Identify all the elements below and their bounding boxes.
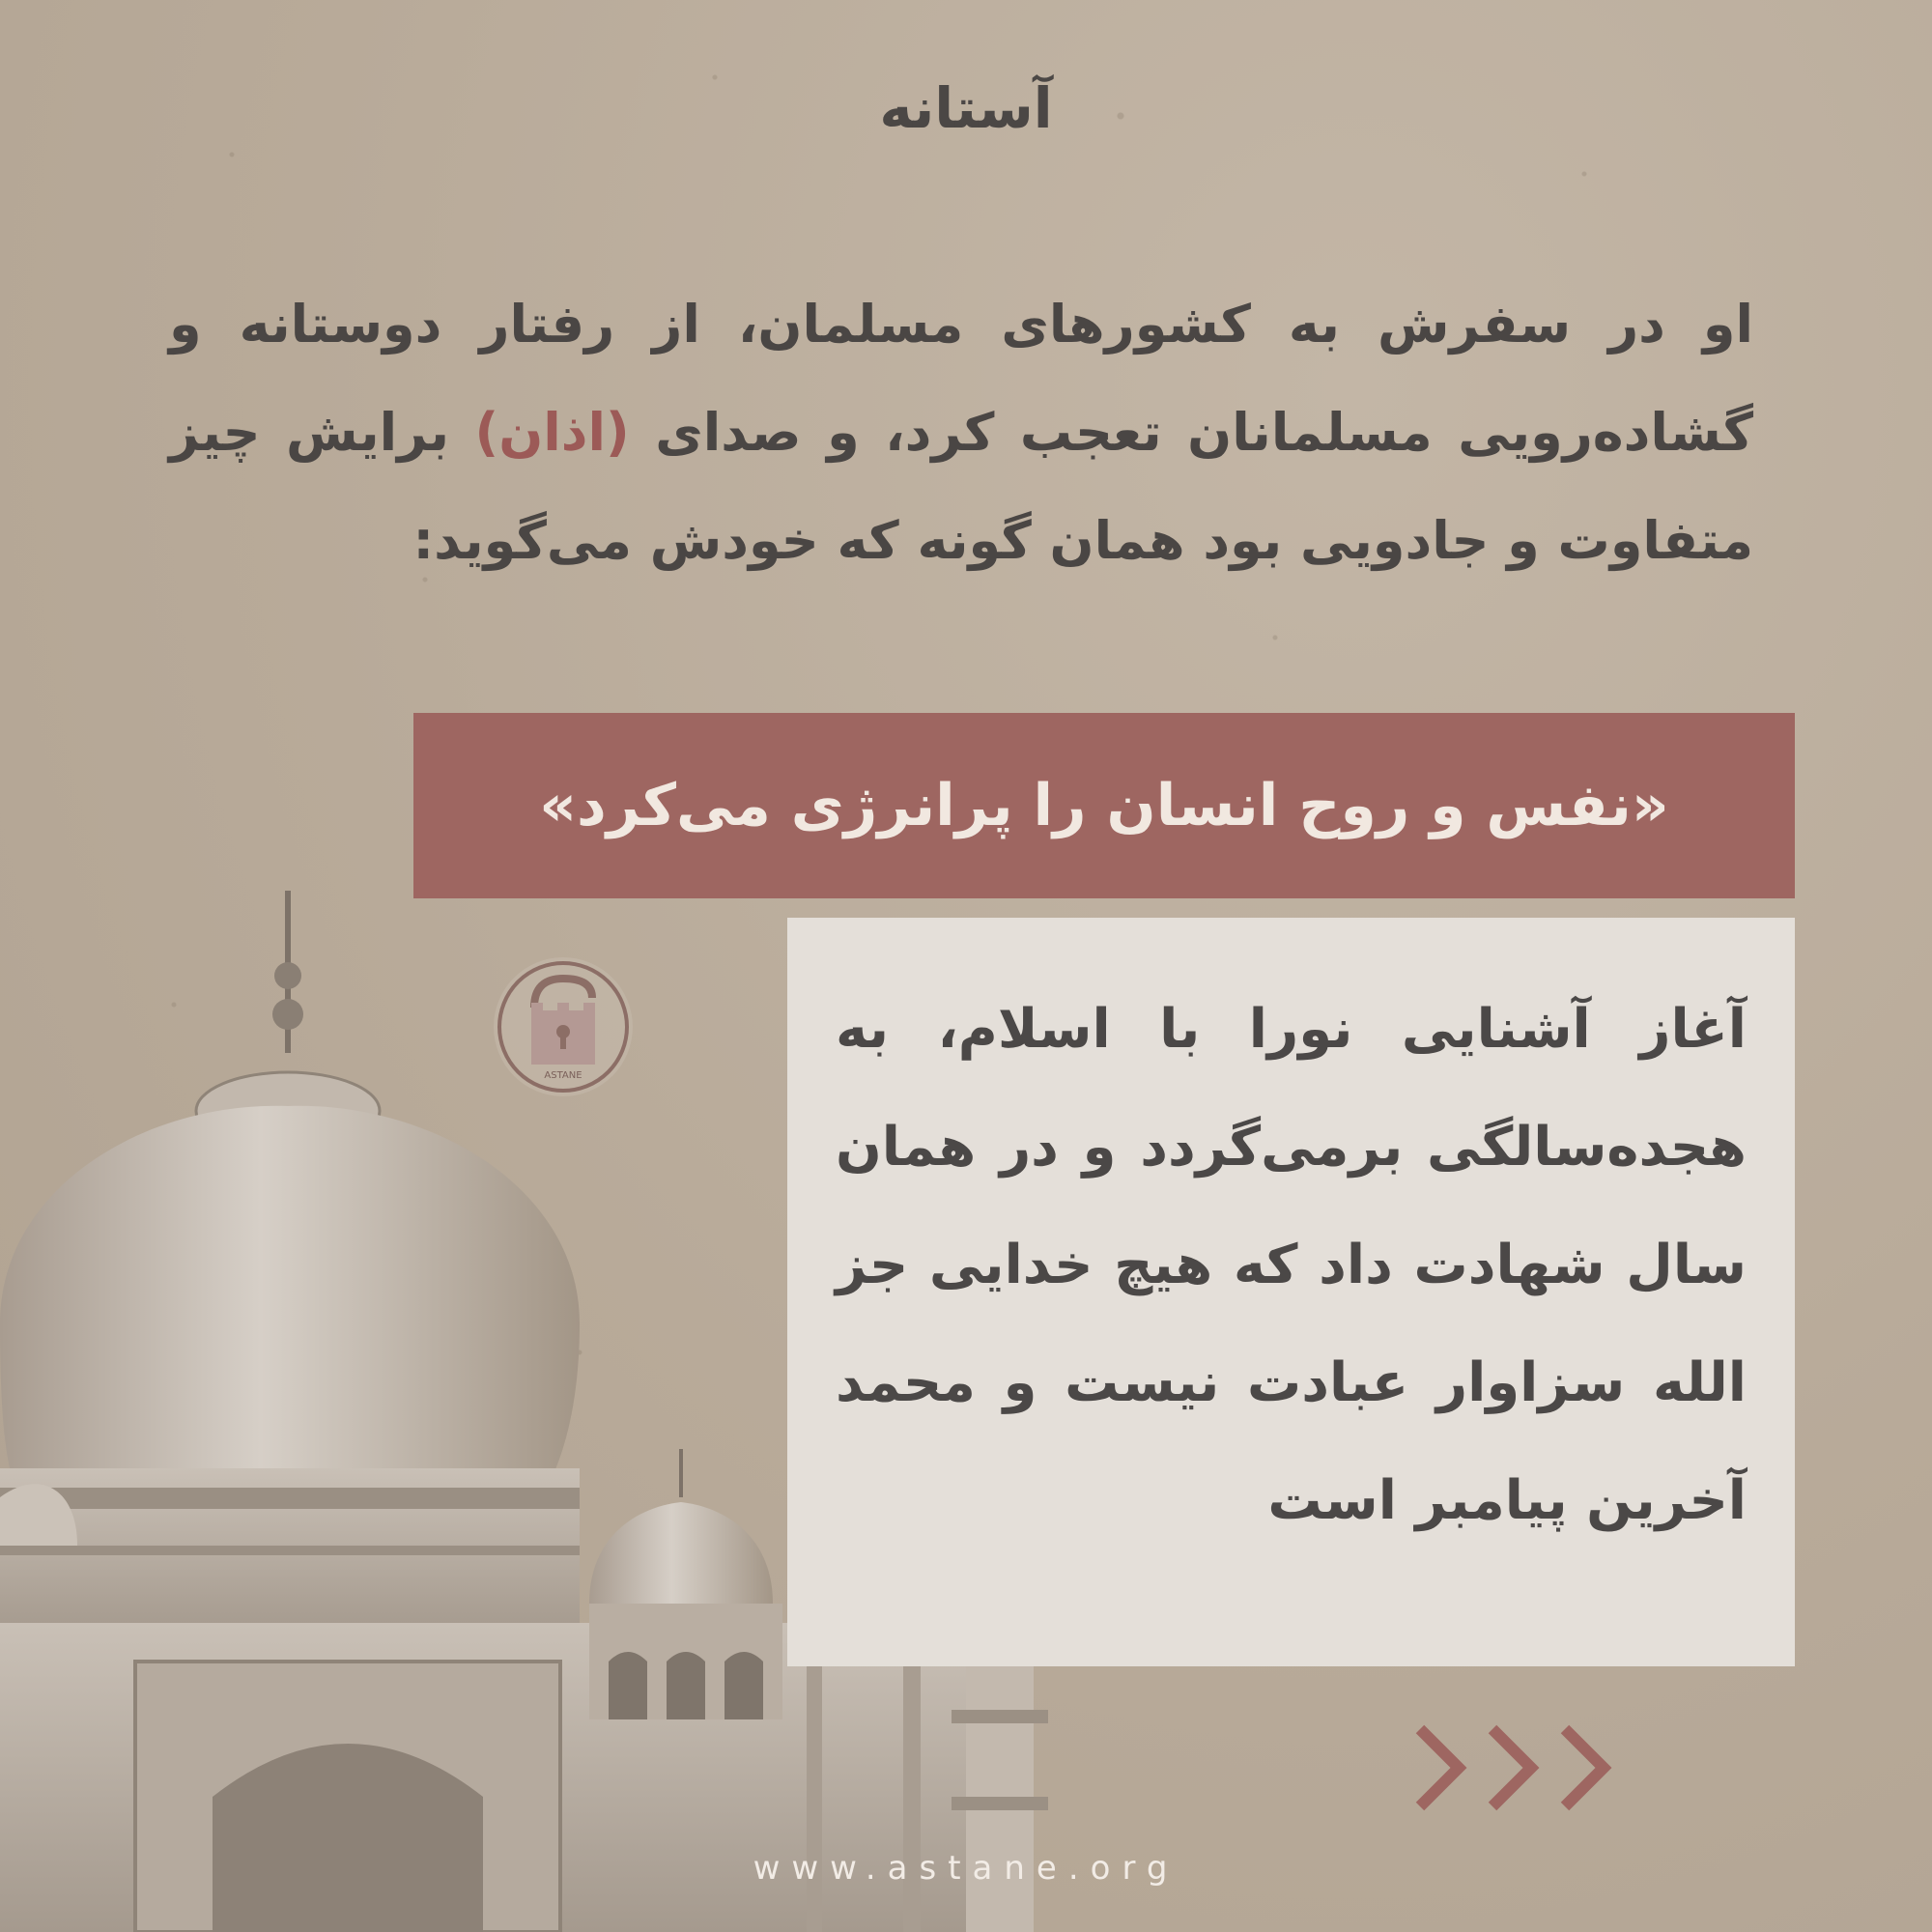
intro-text-end: برایش چیز متفاوت و جادویی بود همان گونه که خودش می‌گوید: [169,402,1753,571]
intro-paragraph [169,270,1753,595]
logo-label: ASTANE [544,1070,582,1081]
intro-text-start: او در سفرش به کشورهای مسلمان، از رفتار دوستانه و گشاده‌رویی مسلمانان تعجب کرد، و صدای [169,294,1754,463]
info-panel [787,918,1795,1666]
intro-highlight: (اذان) [474,402,630,463]
quote-text: «نفس و روح انسان را پرانرژی می‌کرد» [539,772,1669,839]
info-text: آغاز آشنایی نورا با اسلام، به هجده‌سالگی برمی‌گردد و در همان سال شهادت داد که هیچ خدایی جز الله سزاوار عبادت نیست و محمد آخرین پیامبر است [836,998,1747,1532]
triple-chevron-icon[interactable] [1401,1719,1623,1816]
brand-title: آستانه [879,75,1053,141]
castle-lock-icon [491,954,636,1099]
quote-banner [413,713,1795,898]
website-url[interactable]: www.astane.org [753,1849,1179,1888]
